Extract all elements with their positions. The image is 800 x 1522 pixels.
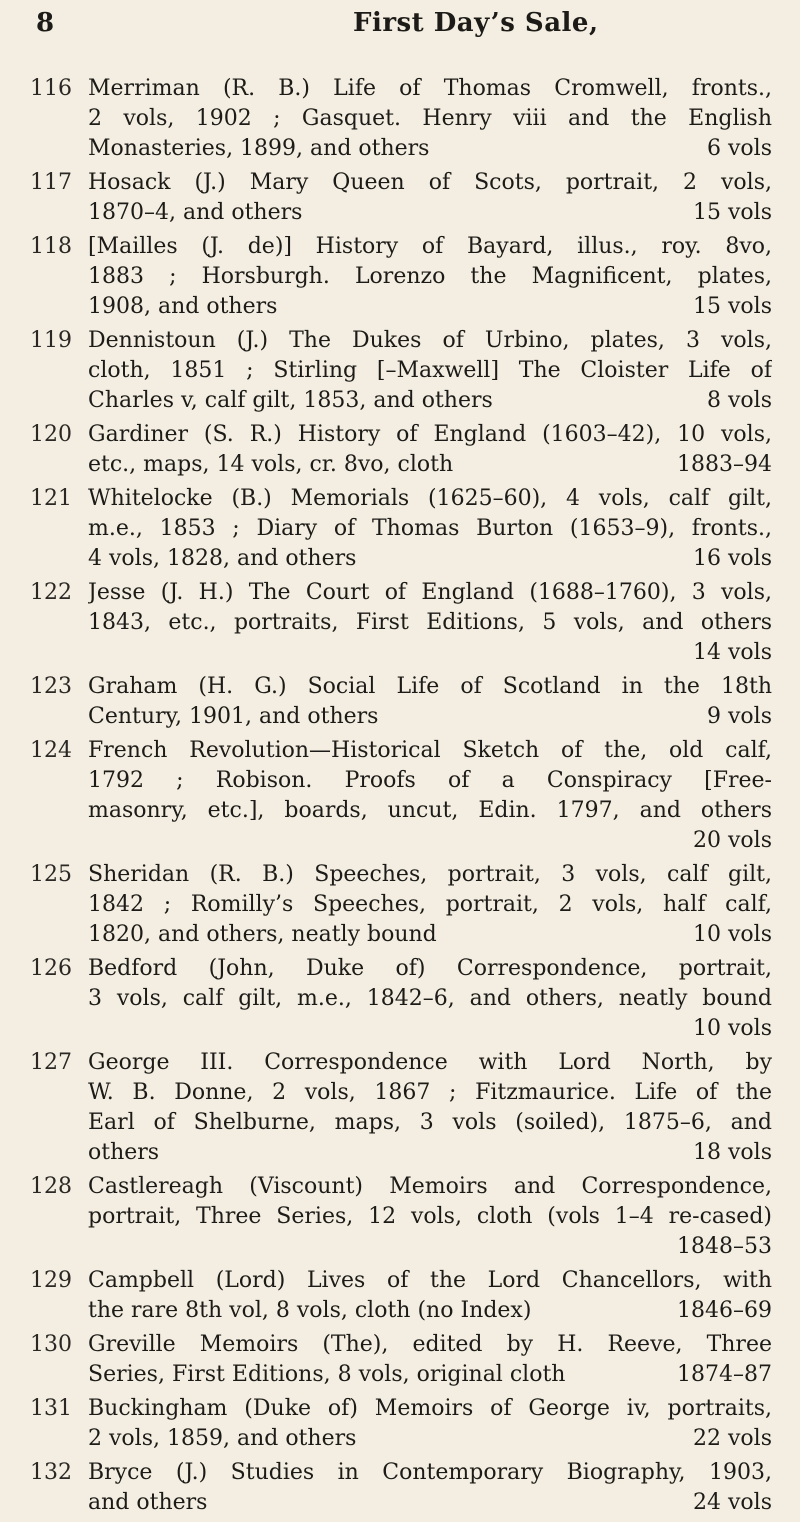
- description-line: Bedford (John, Duke of) Correspondence, portrait,: [88, 956, 772, 981]
- description-line: 1792 ; Robison. Proofs of a Conspiracy [Free-: [88, 768, 772, 793]
- description-line: W. B. Donne, 2 vols, 1867 ; Fitzmaurice. Life of the: [88, 1080, 772, 1105]
- lot-number: 122: [30, 580, 72, 605]
- lot-entry: [0, 420, 800, 480]
- description-line: cloth, 1851 ; Stirling [–Maxwell] The Cloister Life of: [88, 358, 772, 383]
- page-header: [0, 0, 800, 60]
- lot-entry: [0, 232, 800, 322]
- lot-entry: [0, 1330, 800, 1390]
- final-line: [88, 1296, 772, 1326]
- lot-number: 117: [30, 170, 72, 195]
- lot-entry: [0, 326, 800, 416]
- lot-description: [88, 672, 772, 732]
- lot-description: [88, 1172, 772, 1262]
- lot-quantity: 1848–53: [677, 1234, 772, 1259]
- lot-quantity: 8 vols: [707, 388, 772, 413]
- description-line: Whitelocke (B.) Memorials (1625–60), 4 vols, calf gilt,: [88, 486, 772, 511]
- lot-description: [88, 484, 772, 574]
- lot-entry: [0, 484, 800, 574]
- description-line: the rare 8th vol, 8 vols, cloth (no Index): [88, 1298, 532, 1323]
- lot-quantity: 1846–69: [677, 1298, 772, 1323]
- final-line: [88, 292, 772, 322]
- lot-entry: [0, 1266, 800, 1326]
- lot-description: [88, 232, 772, 322]
- lot-description: [88, 326, 772, 416]
- description-line: Campbell (Lord) Lives of the Lord Chancellors, with: [88, 1268, 772, 1293]
- lot-number: 131: [30, 1396, 72, 1421]
- lot-quantity: 15 vols: [693, 200, 772, 225]
- lot-description: [88, 1048, 772, 1168]
- lot-description: [88, 578, 772, 668]
- description-line: masonry, etc.], boards, uncut, Edin. 1797, and others: [88, 798, 772, 823]
- description-line: 1883 ; Horsburgh. Lorenzo the Magnificent, plates,: [88, 264, 772, 289]
- lot-entry: [0, 1048, 800, 1168]
- description-line: portrait, Three Series, 12 vols, cloth (vols 1–4 re-cased): [88, 1204, 772, 1229]
- description-line: others: [88, 1140, 160, 1165]
- lot-description: [88, 1266, 772, 1326]
- lot-number: 118: [30, 234, 72, 259]
- lot-number: 125: [30, 862, 72, 887]
- description-line: French Revolution—Historical Sketch of the, old calf,: [88, 738, 772, 763]
- lot-description: [88, 74, 772, 164]
- final-line: [88, 544, 772, 574]
- lot-number: 132: [30, 1460, 72, 1485]
- lot-quantity: 15 vols: [693, 294, 772, 319]
- description-line: etc., maps, 14 vols, cr. 8vo, cloth: [88, 452, 454, 477]
- lot-entry: [0, 1458, 800, 1518]
- lot-quantity: 20 vols: [693, 828, 772, 853]
- description-line: Century, 1901, and others: [88, 704, 379, 729]
- lot-quantity: 9 vols: [707, 704, 772, 729]
- lot-quantity: 10 vols: [693, 1016, 772, 1041]
- lot-quantity: 14 vols: [693, 640, 772, 665]
- description-line: 1870–4, and others: [88, 200, 303, 225]
- lot-description: [88, 1458, 772, 1518]
- description-line: Earl of Shelburne, maps, 3 vols (soiled), 1875–6, and: [88, 1110, 772, 1135]
- lot-entry: [0, 860, 800, 950]
- description-line: Jesse (J. H.) The Court of England (1688–1760), 3 vols,: [88, 580, 772, 605]
- lot-entry: [0, 1394, 800, 1454]
- final-line: [88, 134, 772, 164]
- lot-quantity: 1874–87: [677, 1362, 772, 1387]
- description-line: Greville Memoirs (The), edited by H. Reeve, Three: [88, 1332, 772, 1357]
- lot-number: 119: [30, 328, 72, 353]
- final-line: [88, 638, 772, 668]
- lot-entry: [0, 954, 800, 1044]
- lot-quantity: 18 vols: [693, 1140, 772, 1165]
- description-line: Graham (H. G.) Social Life of Scotland in the 18th: [88, 674, 772, 699]
- lot-quantity: 16 vols: [693, 546, 772, 571]
- lot-entry: [0, 736, 800, 856]
- lot-number: 129: [30, 1268, 72, 1293]
- description-line: 1843, etc., portraits, First Editions, 5 vols, and others: [88, 610, 772, 635]
- lot-number: 120: [30, 422, 72, 447]
- lot-quantity: 10 vols: [693, 922, 772, 947]
- description-line: 1908, and others: [88, 294, 278, 319]
- description-line: Sheridan (R. B.) Speeches, portrait, 3 vols, calf gilt,: [88, 862, 772, 887]
- lot-entry: [0, 168, 800, 228]
- description-line: 4 vols, 1828, and others: [88, 546, 357, 571]
- description-line: George III. Correspondence with Lord North, by: [88, 1050, 772, 1075]
- lot-number: 123: [30, 674, 72, 699]
- final-line: [88, 1014, 772, 1044]
- description-line: Dennistoun (J.) The Dukes of Urbino, plates, 3 vols,: [88, 328, 772, 353]
- description-line: Buckingham (Duke of) Memoirs of George iv, portraits,: [88, 1396, 772, 1421]
- lot-entry: [0, 74, 800, 164]
- description-line: [Mailles (J. de)] History of Bayard, illus., roy. 8vo,: [88, 234, 772, 259]
- final-line: [88, 1138, 772, 1168]
- description-line: 2 vols, 1859, and others: [88, 1426, 357, 1451]
- final-line: [88, 386, 772, 416]
- final-line: [88, 702, 772, 732]
- description-line: Gardiner (S. R.) History of England (1603–42), 10 vols,: [88, 422, 772, 447]
- lot-description: [88, 1330, 772, 1390]
- lot-description: [88, 954, 772, 1044]
- lot-description: [88, 168, 772, 228]
- description-line: Monasteries, 1899, and others: [88, 136, 430, 161]
- description-line: 1842 ; Romilly’s Speeches, portrait, 2 vols, half calf,: [88, 892, 772, 917]
- page-number: 8: [36, 8, 55, 38]
- lot-entry: [0, 672, 800, 732]
- lot-list: [0, 74, 800, 1522]
- description-line: 2 vols, 1902 ; Gasquet. Henry viii and the English: [88, 106, 772, 131]
- lot-description: [88, 420, 772, 480]
- lot-number: 116: [30, 76, 72, 101]
- description-line: Series, First Editions, 8 vols, original cloth: [88, 1362, 566, 1387]
- page-title: First Day’s Sale,: [353, 8, 599, 38]
- description-line: m.e., 1853 ; Diary of Thomas Burton (1653–9), fronts.,: [88, 516, 772, 541]
- description-line: Charles v, calf gilt, 1853, and others: [88, 388, 493, 413]
- lot-description: [88, 736, 772, 856]
- final-line: [88, 1232, 772, 1262]
- final-line: [88, 920, 772, 950]
- lot-entry: [0, 1172, 800, 1262]
- lot-quantity: 6 vols: [707, 136, 772, 161]
- lot-number: 121: [30, 486, 72, 511]
- description-line: 3 vols, calf gilt, m.e., 1842–6, and others, neatly bound: [88, 986, 772, 1011]
- lot-quantity: 22 vols: [693, 1426, 772, 1451]
- final-line: [88, 1488, 772, 1518]
- lot-number: 126: [30, 956, 72, 981]
- lot-quantity: 24 vols: [693, 1490, 772, 1515]
- final-line: [88, 198, 772, 228]
- lot-quantity: 1883–94: [677, 452, 772, 477]
- lot-number: 128: [30, 1174, 72, 1199]
- lot-number: 124: [30, 738, 72, 763]
- final-line: [88, 1360, 772, 1390]
- final-line: [88, 826, 772, 856]
- description-line: and others: [88, 1490, 208, 1515]
- lot-description: [88, 1394, 772, 1454]
- lot-number: 130: [30, 1332, 72, 1357]
- lot-number: 127: [30, 1050, 72, 1075]
- final-line: [88, 1424, 772, 1454]
- description-line: Hosack (J.) Mary Queen of Scots, portrait, 2 vols,: [88, 170, 772, 195]
- lot-entry: [0, 578, 800, 668]
- description-line: Merriman (R. B.) Life of Thomas Cromwell, fronts.,: [88, 76, 772, 101]
- description-line: 1820, and others, neatly bound: [88, 922, 437, 947]
- description-line: Castlereagh (Viscount) Memoirs and Correspondence,: [88, 1174, 772, 1199]
- lot-description: [88, 860, 772, 950]
- description-line: Bryce (J.) Studies in Contemporary Biography, 1903,: [88, 1460, 772, 1485]
- final-line: [88, 450, 772, 480]
